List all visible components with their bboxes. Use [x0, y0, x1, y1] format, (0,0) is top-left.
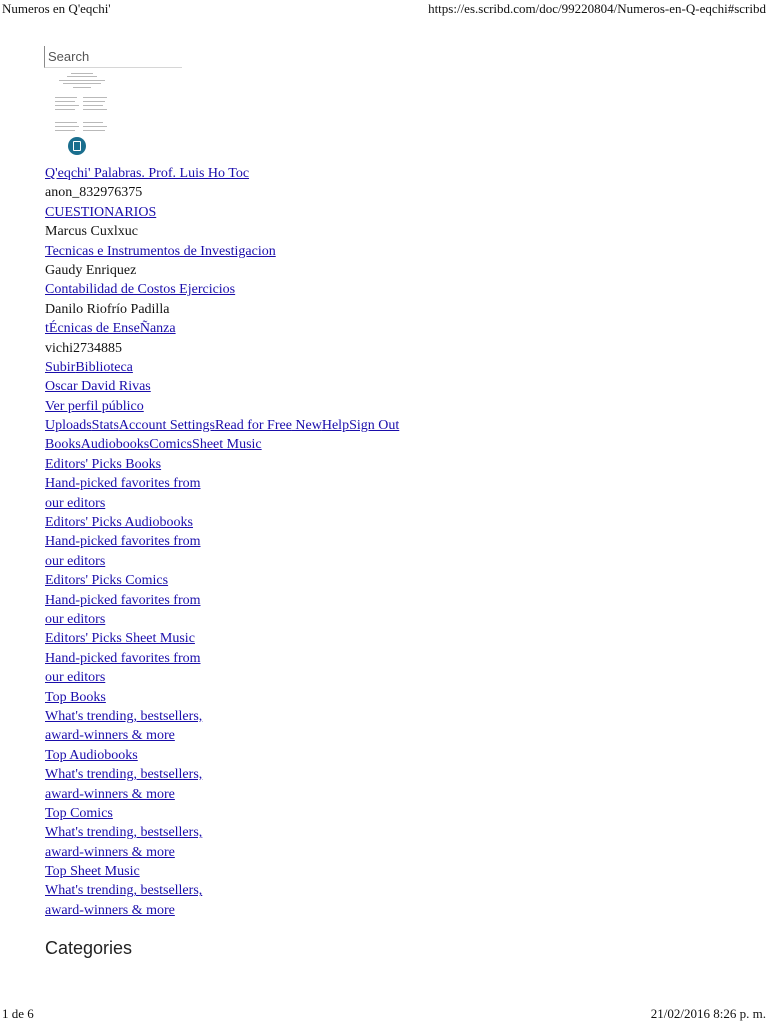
- page-title: Numeros en Q'eqchi': [2, 1, 111, 16]
- categories-heading: Categories: [45, 938, 133, 958]
- section-desc-link[interactable]: Hand-picked favorites from: [45, 650, 201, 666]
- print-header: [0, 0, 768, 20]
- section-title-link[interactable]: Top Books: [45, 689, 106, 705]
- section-title-link[interactable]: Editors' Picks Comics: [45, 573, 169, 589]
- section-desc-link[interactable]: our editors: [45, 670, 106, 686]
- recent-doc-author: Marcus Cuxlxuc: [45, 224, 138, 240]
- section-title-link[interactable]: Editors' Picks Books: [45, 456, 162, 472]
- uploads-link[interactable]: Uploads: [45, 418, 92, 434]
- public-profile-link[interactable]: Ver perfil público: [45, 398, 144, 414]
- section-desc-link[interactable]: award-winners & more: [45, 844, 175, 860]
- section-desc-link[interactable]: award-winners & more: [45, 786, 175, 802]
- account-settings-link[interactable]: Account Settings: [118, 418, 215, 434]
- new-badge: New: [291, 418, 322, 434]
- section-desc-link[interactable]: our editors: [45, 495, 106, 511]
- document-icon[interactable]: [68, 137, 86, 155]
- sheet-music-link[interactable]: Sheet Music: [192, 437, 262, 453]
- section-desc-link[interactable]: What's trending, bestsellers,: [45, 708, 203, 724]
- books-link[interactable]: Books: [45, 437, 81, 453]
- recent-doc-link[interactable]: tÉcnicas de EnseÑanza: [45, 321, 176, 337]
- section-title-link[interactable]: Top Comics: [45, 805, 113, 821]
- recent-doc-author: anon_832976375: [45, 185, 143, 201]
- section-desc-link[interactable]: Hand-picked favorites from: [45, 534, 201, 550]
- section-title-link[interactable]: Editors' Picks Sheet Music: [45, 631, 195, 647]
- sign-out-link[interactable]: Sign Out: [349, 418, 400, 434]
- section-desc-link[interactable]: What's trending, bestsellers,: [45, 825, 203, 841]
- section-desc-link[interactable]: Hand-picked favorites from: [45, 476, 201, 492]
- print-datetime: 21/02/2016 8:26 p. m.: [650, 1006, 766, 1021]
- section-desc-link[interactable]: Hand-picked favorites from: [45, 592, 201, 608]
- recent-doc-link[interactable]: CUESTIONARIOS: [45, 204, 157, 220]
- read-for-free-label: Read for Free: [214, 418, 292, 434]
- section-title-link[interactable]: Editors' Picks Audiobooks: [45, 515, 193, 531]
- print-footer: [0, 1006, 768, 1024]
- section-desc-link[interactable]: award-winners & more: [45, 902, 175, 918]
- account-links: [45, 416, 645, 435]
- user-actions: [45, 358, 645, 377]
- section-desc-link[interactable]: our editors: [45, 553, 106, 569]
- section-desc-link[interactable]: What's trending, bestsellers,: [45, 767, 203, 783]
- section-title-link[interactable]: Top Audiobooks: [45, 747, 138, 763]
- audiobooks-link[interactable]: Audiobooks: [80, 437, 150, 453]
- section-title-link[interactable]: Top Sheet Music: [45, 864, 140, 880]
- recent-documents-and-menu: [45, 164, 645, 920]
- recent-doc-link[interactable]: Tecnicas e Instrumentos de Investigacion: [45, 243, 276, 259]
- recent-doc-author: vichi2734885: [45, 340, 122, 356]
- search-box[interactable]: [44, 46, 182, 68]
- page-count: 1 de 6: [2, 1006, 34, 1021]
- page-url: https://es.scribd.com/doc/99220804/Numeros-en-Q-eqchi#scribd: [428, 1, 766, 16]
- recent-doc-author: Danilo Riofrío Padilla: [45, 301, 170, 317]
- read-for-free-link[interactable]: [215, 418, 322, 433]
- upload-link[interactable]: Subir: [45, 359, 76, 375]
- recent-doc-link[interactable]: Contabilidad de Costos Ejercicios: [45, 282, 236, 298]
- recent-doc-link[interactable]: Q'eqchi' Palabras. Prof. Luis Ho Toc: [45, 166, 250, 181]
- comics-link[interactable]: Comics: [149, 437, 193, 453]
- help-link[interactable]: Help: [321, 418, 350, 434]
- user-name-link[interactable]: Oscar David Rivas: [45, 379, 151, 395]
- section-desc-link[interactable]: our editors: [45, 611, 106, 627]
- section-desc-link[interactable]: What's trending, bestsellers,: [45, 883, 203, 899]
- stats-link[interactable]: Stats: [91, 418, 119, 434]
- library-link[interactable]: Biblioteca: [75, 359, 133, 375]
- recent-doc-author: Gaudy Enriquez: [45, 262, 137, 278]
- media-links: [45, 435, 645, 454]
- section-desc-link[interactable]: award-winners & more: [45, 728, 175, 744]
- search-input[interactable]: [48, 46, 176, 66]
